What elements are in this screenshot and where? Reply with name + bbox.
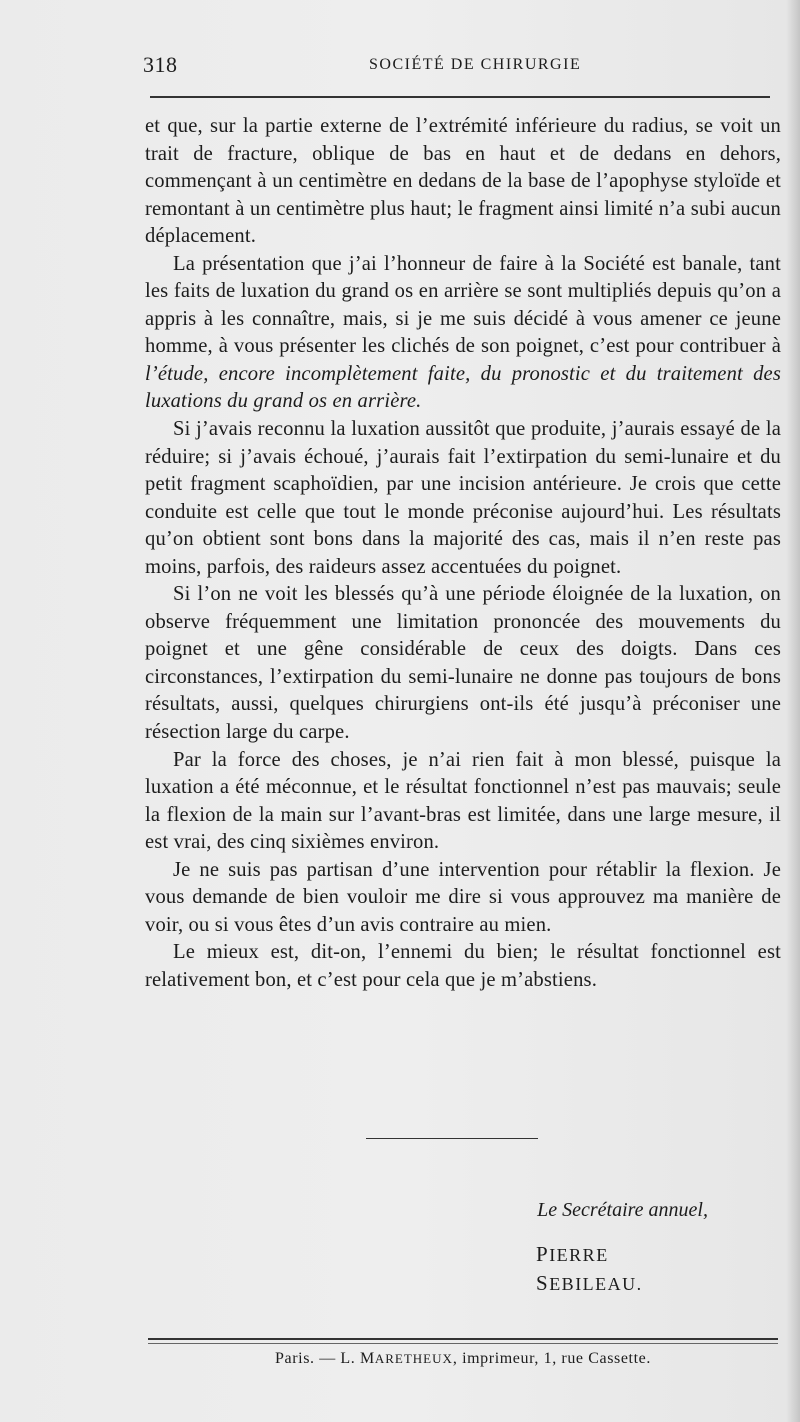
imprint-printer-rest: ARETHEUX <box>374 1351 453 1366</box>
imprint-printer-initial: M <box>360 1350 375 1367</box>
paragraph-1: et que, sur la partie externe de l’extrémité inférieure du radius, se voit un trait de fracture, oblique de bas en haut et de dedans en dehors, commençant à un centimètre en dedans de la base de l’apophyse styloïde et remontant à un centimètre plus haut; le fragment ainsi limité n’a subi aucun déplacement. <box>145 115 781 248</box>
paragraph-2 <box>145 251 781 416</box>
paragraph-7: Le mieux est, dit-on, l’ennemi du bien; le résultat fonctionnel est relativement bon, et c’est pour cela que je m’abstiens. <box>145 941 781 991</box>
signature-rest-1: IERRE <box>549 1245 609 1265</box>
section-end-rule <box>366 1138 538 1139</box>
paragraph-2-italic: l’étude, encore incomplètement faite, du pronostic et du traitement des luxations du grand os en arrière. <box>145 362 781 413</box>
imprint-suffix: , imprimeur, 1, rue Cassette. <box>452 1350 651 1367</box>
signature-role: Le Secrétaire annuel, <box>537 1199 708 1221</box>
paragraph-3: Si j’avais reconnu la luxation aussitôt que produite, j’aurais essayé de la réduire; si j’avais échoué, j’aurais fait l’extirpation du semi-lunaire et du petit fragment scaphoïdien, par une incision antérieure. Je crois que cette conduite est celle que tout le monde préconise aujourd’hui. Les résultats qu’on obtient sont bons dans la majorité des cas, mais il n’en reste pas moins, parfois, des raideurs assez accentuées du poignet. <box>145 418 781 578</box>
page-edge-shadow <box>786 0 800 1422</box>
signature-initial-1: P <box>536 1242 550 1266</box>
signature-initial-2: S <box>536 1271 550 1295</box>
body-text <box>145 113 781 995</box>
imprint-prefix: Paris. — L. <box>275 1350 361 1367</box>
header-rule <box>150 96 770 98</box>
running-head <box>143 52 781 86</box>
paragraph-5: Par la force des choses, je n’ai rien fait à mon blessé, puisque la luxation a été méconnue, et le résultat fonctionnel n’est pas mauvais; seule la flexion de la main sur l’avant-bras est limitée, dans une large mesure, il est vrai, des cinq sixièmes environ. <box>145 748 781 854</box>
signature-name <box>420 1240 720 1298</box>
page-number: 318 <box>143 52 178 77</box>
footer-rule-thick <box>148 1338 778 1340</box>
paragraph-4: Si l’on ne voit les blessés qu’à une période éloignée de la luxation, on observe fréquemment une limitation prononcée des mouvements du poignet et une gêne considérable de ceux des doigts. Dans ces circonstances, l’extirpation du semi-lunaire ne donne pas toujours de bons résultats, aussi, quelques chirurgiens ont-ils été jusqu’à préconiser une résection large du carpe. <box>145 583 781 744</box>
printer-imprint <box>148 1350 778 1368</box>
footer-rule-thin <box>148 1343 778 1344</box>
paragraph-2-roman: La présentation que j’ai l’honneur de faire à la Société est banale, tant les faits de luxation du grand os en arrière se sont multipliés depuis qu’on a appris à les connaître, mais, si je me suis décidé à vous amener ce jeune homme, à vous présenter les clichés de son poignet, c’est pour contribuer à <box>145 252 781 358</box>
signature-block <box>420 1196 720 1298</box>
signature-rest-2: EBILEAU. <box>549 1274 643 1294</box>
paragraph-6: Je ne suis pas partisan d’une intervention pour rétablir la flexion. Je vous demande de bien vouloir me dire si vous approuvez ma manière de voir, ou si vous êtes d’un avis contraire au mien. <box>145 858 781 936</box>
journal-title: SOCIÉTÉ DE CHIRURGIE <box>369 56 582 73</box>
